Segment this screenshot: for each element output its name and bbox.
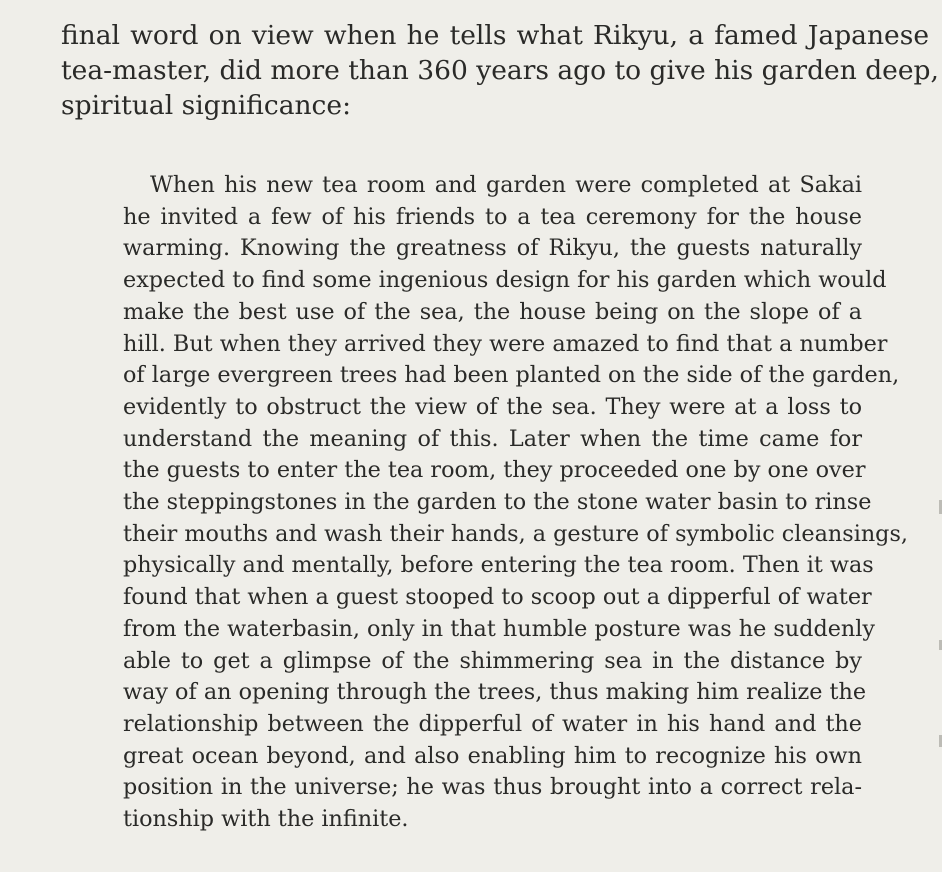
- intro-line: final word on view when he tells what Rikyu, a famed Japanese: [61, 20, 929, 51]
- quote-line: their mouths and wash their hands, a gesture of symbolic cleansings,: [123, 520, 908, 547]
- quote-line: evidently to obstruct the view of the sea. They were at a loss to: [123, 393, 862, 420]
- quote-line: way of an opening through the trees, thus making him realize the: [123, 679, 867, 706]
- quote-line: make the best use of the sea, the house being on the slope of a: [123, 298, 862, 325]
- quote-line: relationship between the dipperful of water in his hand and the: [123, 710, 862, 737]
- quote-line: of large evergreen trees had been planted on the side of the garden,: [123, 362, 900, 389]
- quote-line: tionship with the infinite.: [123, 806, 409, 833]
- quote-line: expected to find some ingenious design for his garden which would: [123, 267, 887, 294]
- quote-line: warming. Knowing the greatness of Rikyu, the guests naturally: [123, 235, 862, 262]
- block-quote: [123, 170, 908, 836]
- intro-paragraph: [61, 18, 939, 123]
- quote-line: found that when a guest stooped to scoop out a dipperful of water: [123, 584, 872, 611]
- intro-line: spiritual significance:: [61, 90, 352, 121]
- quote-line: he invited a few of his friends to a tea ceremony for the house: [123, 203, 862, 230]
- quote-line: hill. But when they arrived they were amazed to find that a number: [123, 330, 888, 357]
- quote-line: position in the universe; he was thus brought into a correct rela-: [123, 774, 862, 801]
- intro-line: tea-master, did more than 360 years ago to give his garden deep,: [61, 55, 939, 86]
- quote-line: physically and mentally, before entering the tea room. Then it was: [123, 552, 874, 579]
- quote-line: When his new tea room and garden were completed at Sakai: [150, 172, 862, 198]
- quote-line: from the waterbasin, only in that humble posture was he suddenly: [123, 615, 876, 642]
- quote-line: understand the meaning of this. Later when the time came for: [123, 425, 862, 452]
- quote-line: the steppingstones in the garden to the stone water basin to rinse: [123, 489, 872, 516]
- quote-line: the guests to enter the tea room, they proceeded one by one over: [123, 457, 866, 484]
- quote-line: great ocean beyond, and also enabling him to recognize his own: [123, 742, 862, 769]
- quote-line: able to get a glimpse of the shimmering sea in the distance by: [123, 647, 862, 674]
